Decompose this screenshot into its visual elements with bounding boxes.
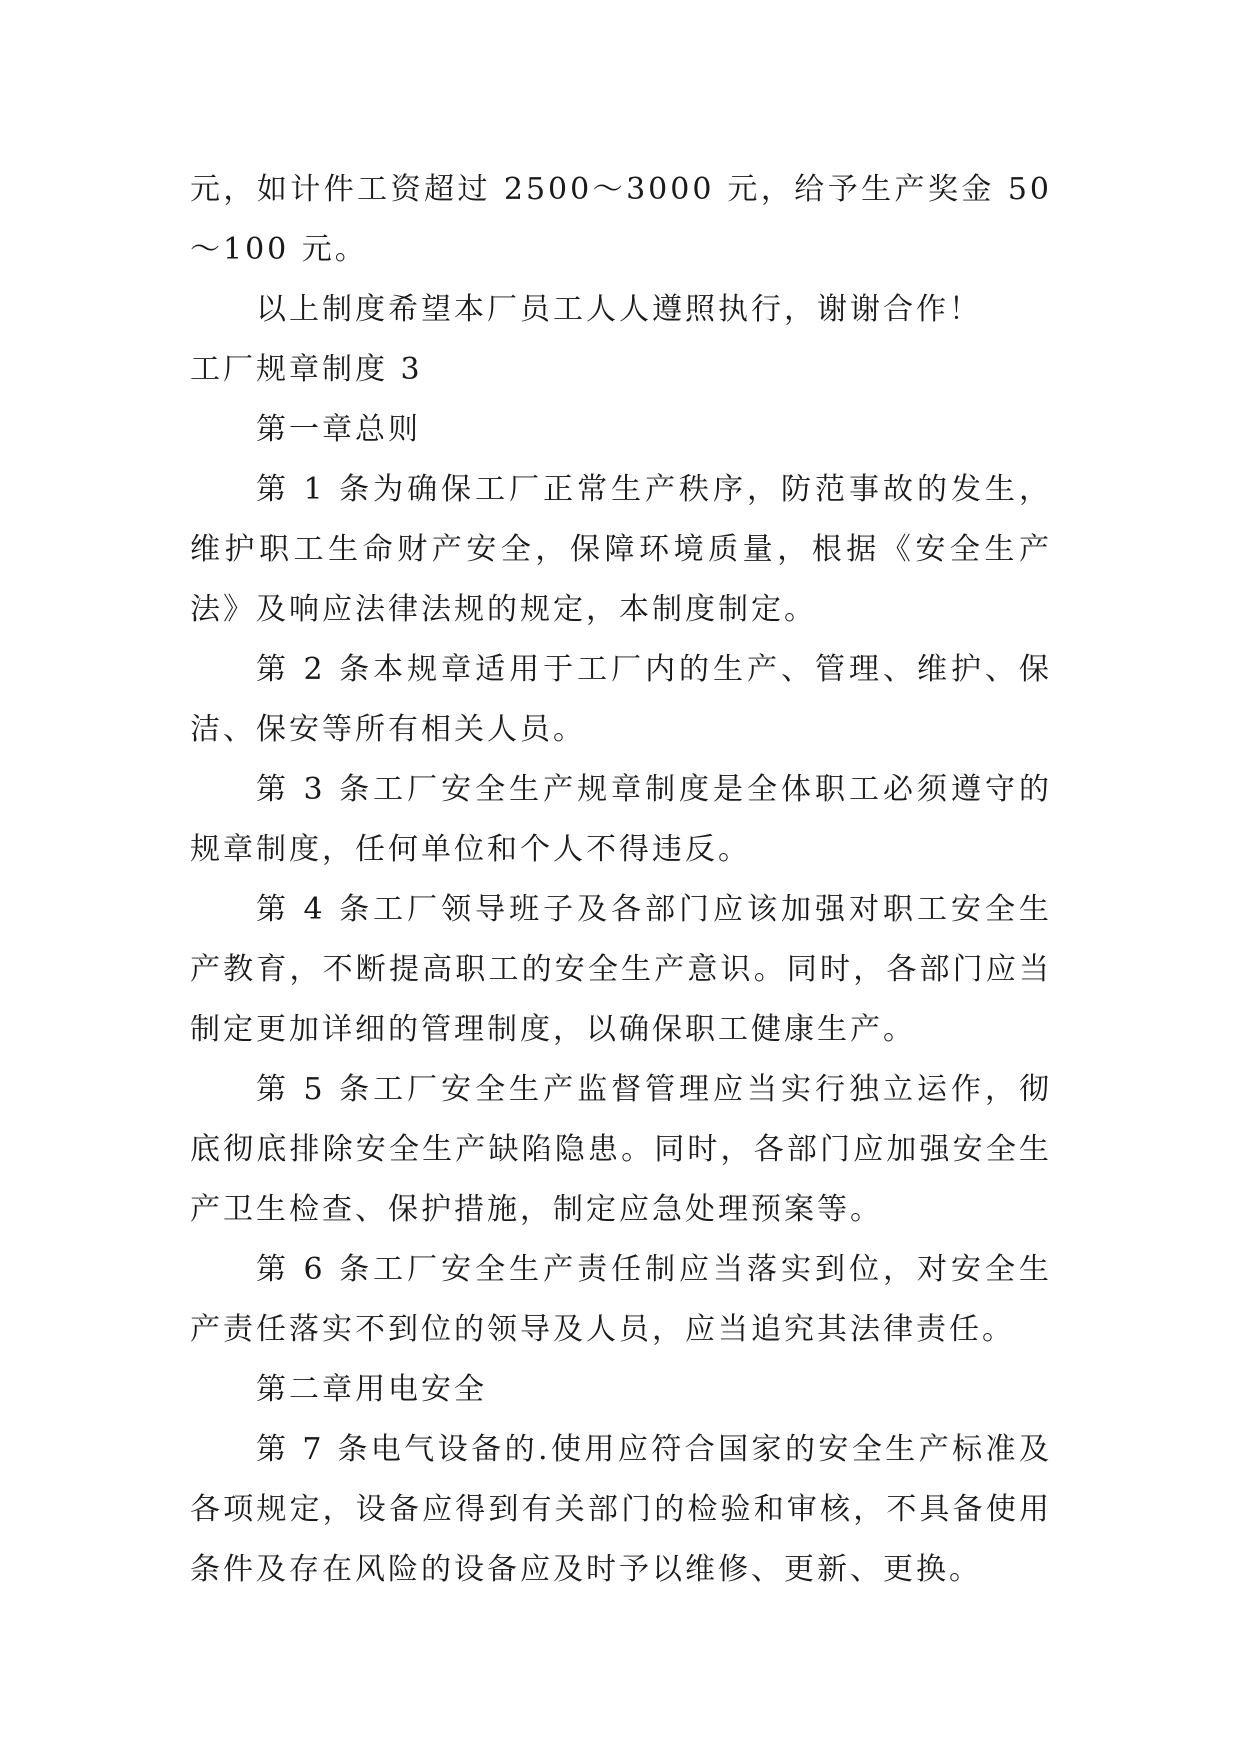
article-5: 第 5 条工厂安全生产监督管理应当实行独立运作，彻底彻底排除安全生产缺陷隐患。同时，各部门应加强安全生产卫生检查、保护措施，制定应急处理预案等。 xyxy=(190,1072,1052,1227)
article-2: 第 2 条本规章适用于工厂内的生产、管理、维护、保洁、保安等所有相关人员。 xyxy=(190,652,1052,747)
chapter-heading-1: 第一章总则 xyxy=(256,412,421,447)
chapter-heading-2: 第二章用电安全 xyxy=(256,1372,487,1407)
section-title: 工厂规章制度 3 xyxy=(190,352,423,387)
paragraph-bonus-continuation: 元，如计件工资超过 2500～3000 元，给予生产奖金 50～100 元。 xyxy=(190,172,1052,267)
article-3: 第 3 条工厂安全生产规章制度是全体职工必须遵守的规章制度，任何单位和个人不得违反。 xyxy=(190,772,1052,867)
article-1: 第 1 条为确保工厂正常生产秩序，防范事故的发生，维护职工生命财产安全，保障环境质量，根据《安全生产法》及响应法律法规的规定，本制度制定。 xyxy=(190,472,1052,627)
article-4: 第 4 条工厂领导班子及各部门应该加强对职工安全生产教育，不断提高职工的安全生产意识。同时，各部门应当制定更加详细的管理制度，以确保职工健康生产。 xyxy=(190,892,1052,1047)
document-page xyxy=(190,160,1052,1600)
article-7: 第 7 条电气设备的.使用应符合国家的安全生产标准及各项规定，设备应得到有关部门的检验和审核，不具备使用条件及存在风险的设备应及时予以维修、更新、更换。 xyxy=(190,1432,1052,1587)
article-6: 第 6 条工厂安全生产责任制应当落实到位，对安全生产责任落实不到位的领导及人员，应当追究其法律责任。 xyxy=(190,1252,1052,1347)
paragraph-closing-note: 以上制度希望本厂员工人人遵照执行，谢谢合作！ xyxy=(256,292,982,327)
